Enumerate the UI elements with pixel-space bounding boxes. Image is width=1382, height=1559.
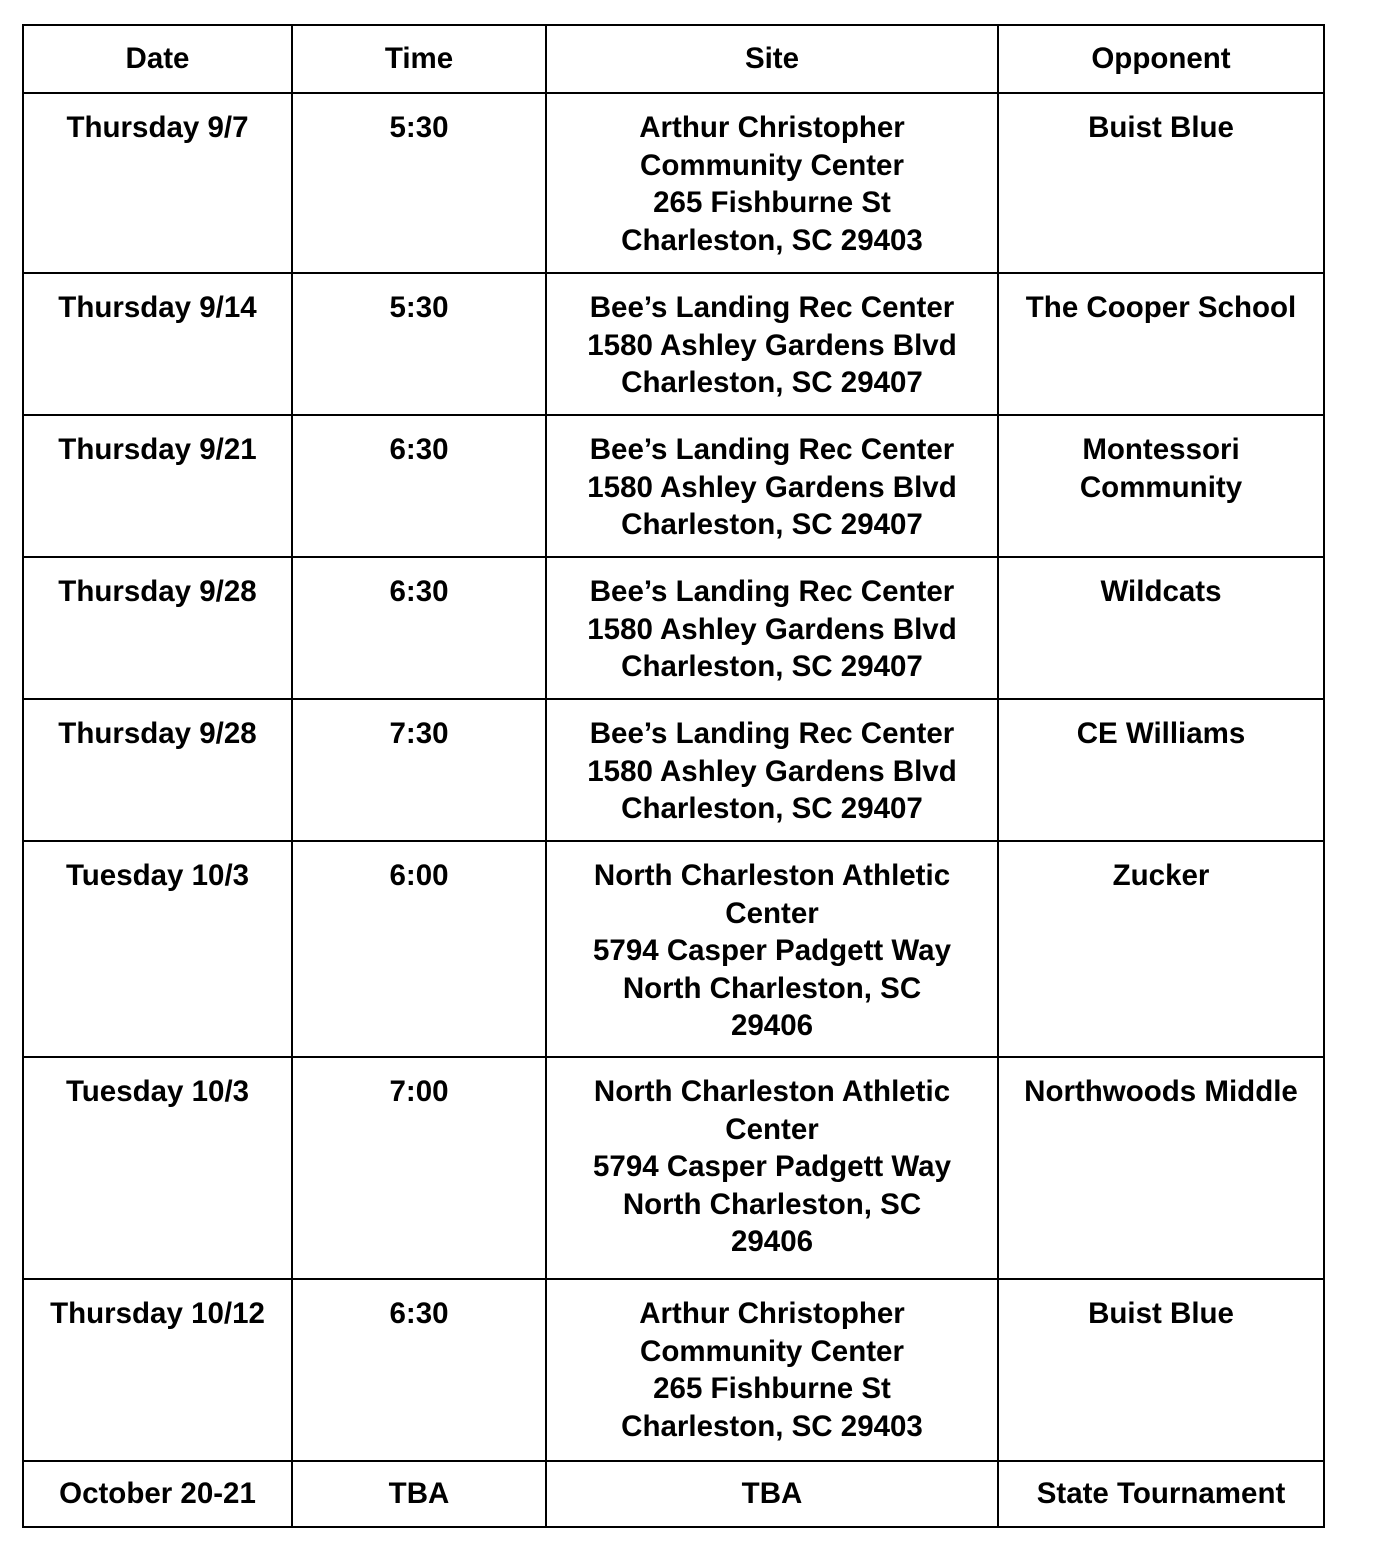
header-row: [23, 25, 1324, 93]
cell-opponent: Buist Blue: [998, 1279, 1324, 1461]
table-row: [23, 415, 1324, 557]
cell-date: Thursday 9/7: [23, 93, 292, 273]
cell-time: 6:30: [292, 557, 546, 699]
cell-date: Thursday 9/28: [23, 699, 292, 841]
header-date: Date: [23, 25, 292, 93]
header-opponent: Opponent: [998, 25, 1324, 93]
cell-opponent: Montessori Community: [998, 415, 1324, 557]
cell-time: 7:00: [292, 1057, 546, 1279]
table-row: [23, 699, 1324, 841]
cell-time: 5:30: [292, 273, 546, 415]
cell-site: North Charleston Athletic Center 5794 Casper Padgett Way North Charleston, SC 29406: [546, 841, 998, 1057]
table-row: [23, 1057, 1324, 1279]
cell-site: Bee’s Landing Rec Center 1580 Ashley Gardens Blvd Charleston, SC 29407: [546, 557, 998, 699]
cell-site: North Charleston Athletic Center 5794 Casper Padgett Way North Charleston, SC 29406: [546, 1057, 998, 1279]
cell-site: Arthur Christopher Community Center 265 Fishburne St Charleston, SC 29403: [546, 93, 998, 273]
cell-site: Bee’s Landing Rec Center 1580 Ashley Gardens Blvd Charleston, SC 29407: [546, 699, 998, 841]
table-row: [23, 93, 1324, 273]
cell-date: Tuesday 10/3: [23, 1057, 292, 1279]
cell-date: October 20-21: [23, 1461, 292, 1527]
cell-date: Thursday 9/21: [23, 415, 292, 557]
cell-time: 6:30: [292, 1279, 546, 1461]
cell-time: 7:30: [292, 699, 546, 841]
cell-site: TBA: [546, 1461, 998, 1527]
cell-time: 5:30: [292, 93, 546, 273]
cell-opponent: State Tournament: [998, 1461, 1324, 1527]
cell-opponent: Buist Blue: [998, 93, 1324, 273]
cell-site: Arthur Christopher Community Center 265 Fishburne St Charleston, SC 29403: [546, 1279, 998, 1461]
cell-site: Bee’s Landing Rec Center 1580 Ashley Gardens Blvd Charleston, SC 29407: [546, 415, 998, 557]
cell-time: 6:00: [292, 841, 546, 1057]
cell-opponent: Zucker: [998, 841, 1324, 1057]
cell-opponent: The Cooper School: [998, 273, 1324, 415]
cell-opponent: Northwoods Middle: [998, 1057, 1324, 1279]
cell-time: 6:30: [292, 415, 546, 557]
cell-opponent: Wildcats: [998, 557, 1324, 699]
table-row: [23, 841, 1324, 1057]
table-row: [23, 557, 1324, 699]
cell-date: Thursday 10/12: [23, 1279, 292, 1461]
cell-opponent: CE Williams: [998, 699, 1324, 841]
header-site: Site: [546, 25, 998, 93]
table-row: [23, 1461, 1324, 1527]
schedule-table: [22, 24, 1325, 1528]
table-row: [23, 273, 1324, 415]
cell-site: Bee’s Landing Rec Center 1580 Ashley Gardens Blvd Charleston, SC 29407: [546, 273, 998, 415]
table-row: [23, 1279, 1324, 1461]
header-time: Time: [292, 25, 546, 93]
cell-time: TBA: [292, 1461, 546, 1527]
cell-date: Tuesday 10/3: [23, 841, 292, 1057]
cell-date: Thursday 9/28: [23, 557, 292, 699]
cell-date: Thursday 9/14: [23, 273, 292, 415]
